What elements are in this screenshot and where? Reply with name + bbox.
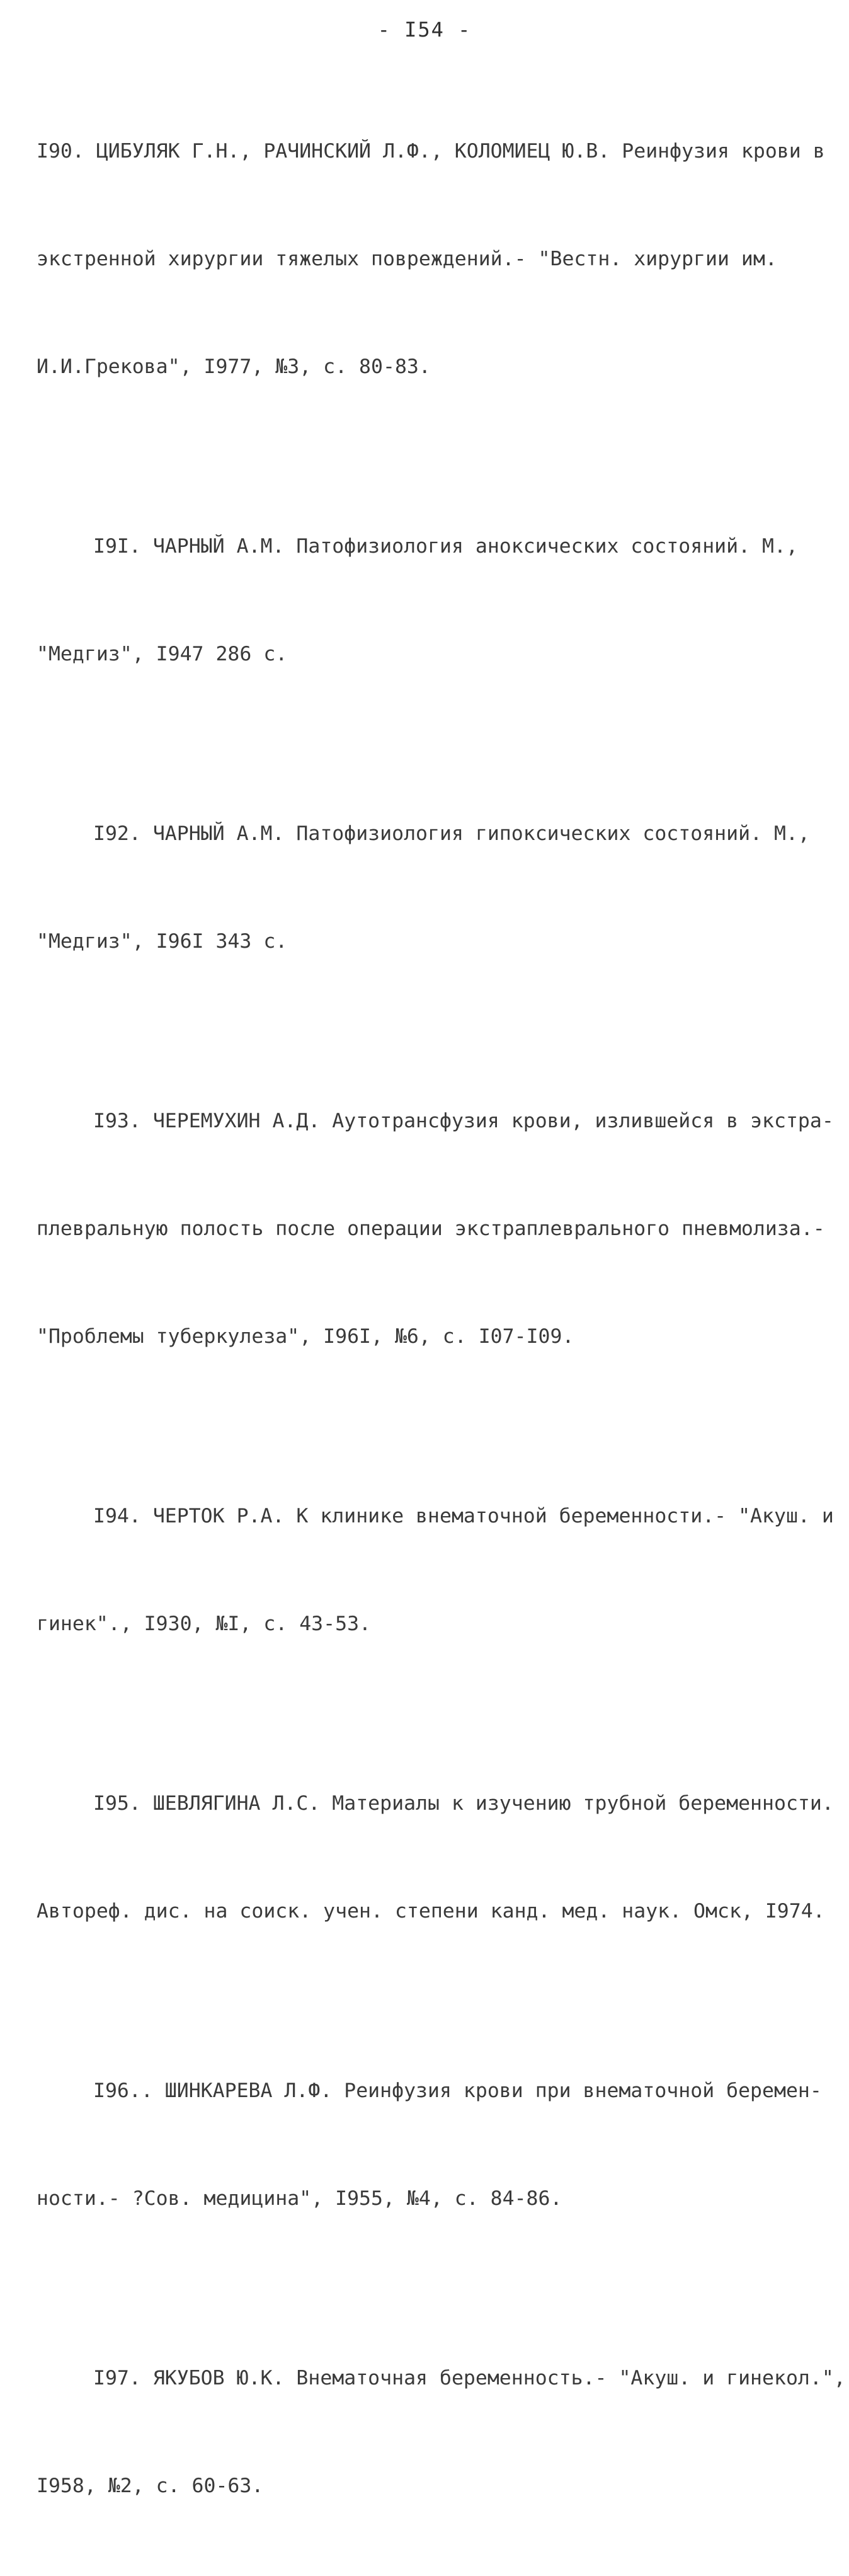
reference-line: "Медгиз", I96I 343 с.	[37, 930, 288, 953]
reference-line: I97. ЯКУБОВ Ю.К. Внематочная беременность.- "Акуш. и гинекол.",	[93, 2367, 846, 2389]
reference-line: I93. ЧЕРЕМУХИН А.Д. Аутотрансфузия крови, излившейся в экстра-	[93, 1110, 834, 1132]
reference-line: ности.- ?Сов. медицина", I955, №4, с. 84-86.	[37, 2187, 562, 2210]
reference-192	[37, 744, 812, 1032]
reference-line: экстренной хирургии тяжелых повреждений.- "Вестн. хирургии им.	[37, 248, 777, 270]
reference-line: I96.. ШИНКАРЕВА Л.Ф. Реинфузия крови при внематочной беремен-	[93, 2079, 822, 2102]
reference-line: I95. ШЕВЛЯГИНА Л.С. Материалы к изучению трубной беременности.	[93, 1792, 834, 1815]
reference-191	[37, 457, 812, 744]
reference-line: I90. ЦИБУЛЯК Г.Н., РАЧИНСКИЙ Л.Ф., КОЛОМИЕЦ Ю.В. Реинфузия крови в	[37, 140, 825, 163]
reference-line: I94. ЧЕРТОК Р.А. К клинике внематочной беременности.- "Акуш. и	[93, 1505, 834, 1527]
reference-line: "Проблемы туберкулеза", I96I, №6, с. I07-I09.	[37, 1325, 574, 1348]
reference-193	[37, 1032, 834, 1427]
reference-190	[37, 62, 825, 457]
reference-line: И.И.Грекова", I977, №3, с. 80-83.	[37, 355, 431, 378]
reference-line: I9I. ЧАРНЫЙ А.М. Патофизиология аноксических состояний. М.,	[93, 535, 798, 558]
reference-line: Автореф. дис. на соиск. учен. степени канд. мед. наук. Омск, I974.	[37, 1900, 825, 1923]
reference-line: "Медгиз", I947 286 с.	[37, 643, 288, 665]
reference-list	[37, 62, 846, 2576]
reference-195	[37, 1714, 834, 2001]
page-number: - I54 -	[377, 18, 472, 42]
reference-196	[37, 2001, 822, 2289]
reference-line: I958, №2, с. 60-63.	[37, 2475, 264, 2497]
reference-197	[37, 2289, 846, 2576]
reference-194	[37, 1427, 834, 1714]
reference-line: плевральную полость после операции экстраплеврального пневмолиза.-	[37, 1217, 825, 1240]
reference-line: I92. ЧАРНЫЙ А.М. Патофизиология гипоксических состояний. М.,	[93, 822, 810, 845]
reference-line: гинек"., I930, №I, с. 43-53.	[37, 1613, 372, 1635]
